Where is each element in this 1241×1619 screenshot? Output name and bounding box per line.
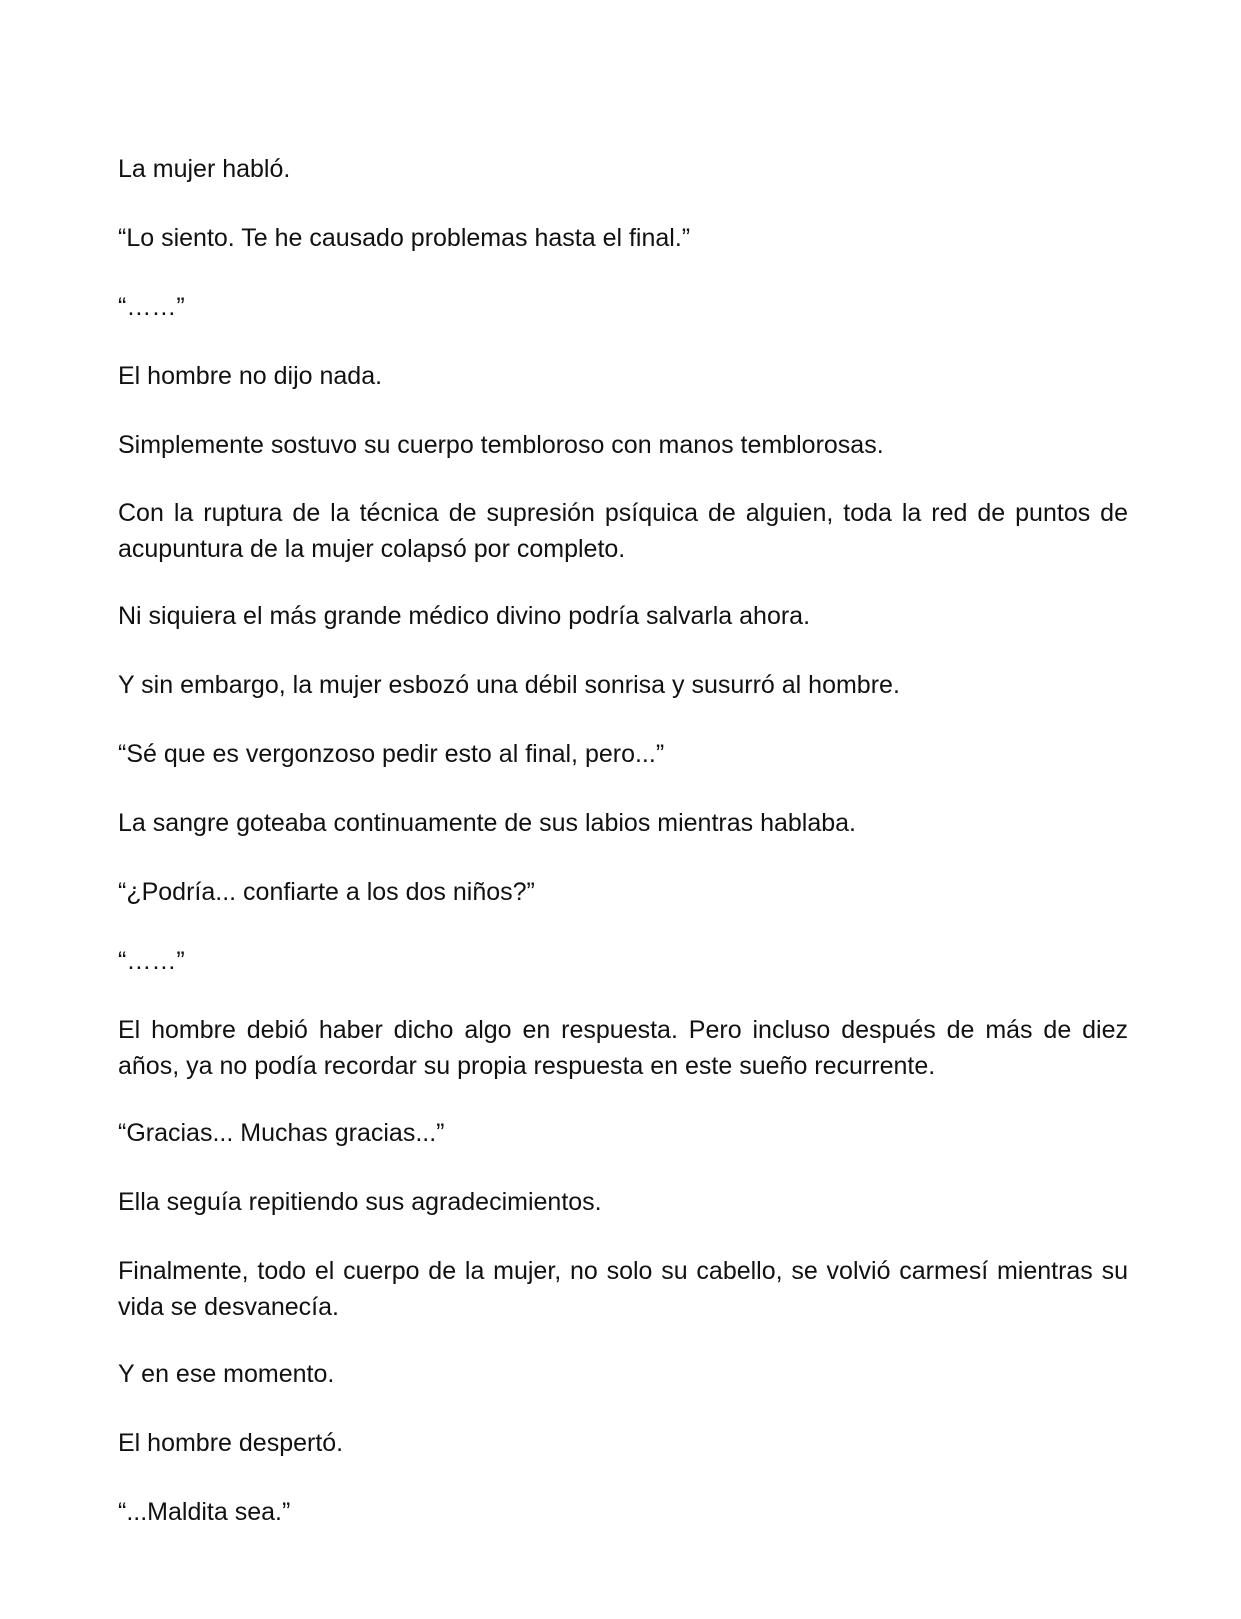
paragraph-3: “……”: [118, 293, 185, 321]
paragraph-17: Y en ese momento.: [118, 1360, 335, 1388]
paragraph-8: Y sin embargo, la mujer esbozó una débil sonrisa y susurró al hombre.: [118, 671, 900, 699]
paragraph-19: “...Maldita sea.”: [118, 1498, 291, 1526]
paragraph-5: Simplemente sostuvo su cuerpo tembloroso con manos temblorosas.: [118, 431, 884, 459]
paragraph-4: El hombre no dijo nada.: [118, 362, 383, 390]
paragraph-9: “Sé que es vergonzoso pedir esto al final, pero...”: [118, 740, 665, 768]
paragraph-7: Ni siquiera el más grande médico divino podría salvarla ahora.: [118, 602, 811, 630]
paragraph-10: La sangre goteaba continuamente de sus labios mientras hablaba.: [118, 809, 857, 837]
paragraph-15: Ella seguía repitiendo sus agradecimientos.: [118, 1188, 602, 1216]
paragraph-6: Con la ruptura de la técnica de supresión psíquica de alguien, toda la red de puntos de acupuntura de la mujer colapsó por completo.: [118, 499, 1128, 563]
paragraph-16: Finalmente, todo el cuerpo de la mujer, no solo su cabello, se volvió carmesí mientras su vida se desvanecía.: [118, 1257, 1128, 1321]
paragraph-2: “Lo siento. Te he causado problemas hasta el final.”: [118, 224, 691, 252]
paragraph-18: El hombre despertó.: [118, 1429, 344, 1457]
paragraph-12: “……”: [118, 947, 185, 975]
paragraph-13: El hombre debió haber dicho algo en respuesta. Pero incluso después de más de diez años, ya no podía recordar su propia respuesta en este sueño recurrente.: [118, 1016, 1128, 1080]
paragraph-1: La mujer habló.: [118, 155, 291, 183]
paragraph-14: “Gracias... Muchas gracias...”: [118, 1119, 445, 1147]
paragraph-11: “¿Podría... confiarte a los dos niños?”: [118, 878, 535, 906]
